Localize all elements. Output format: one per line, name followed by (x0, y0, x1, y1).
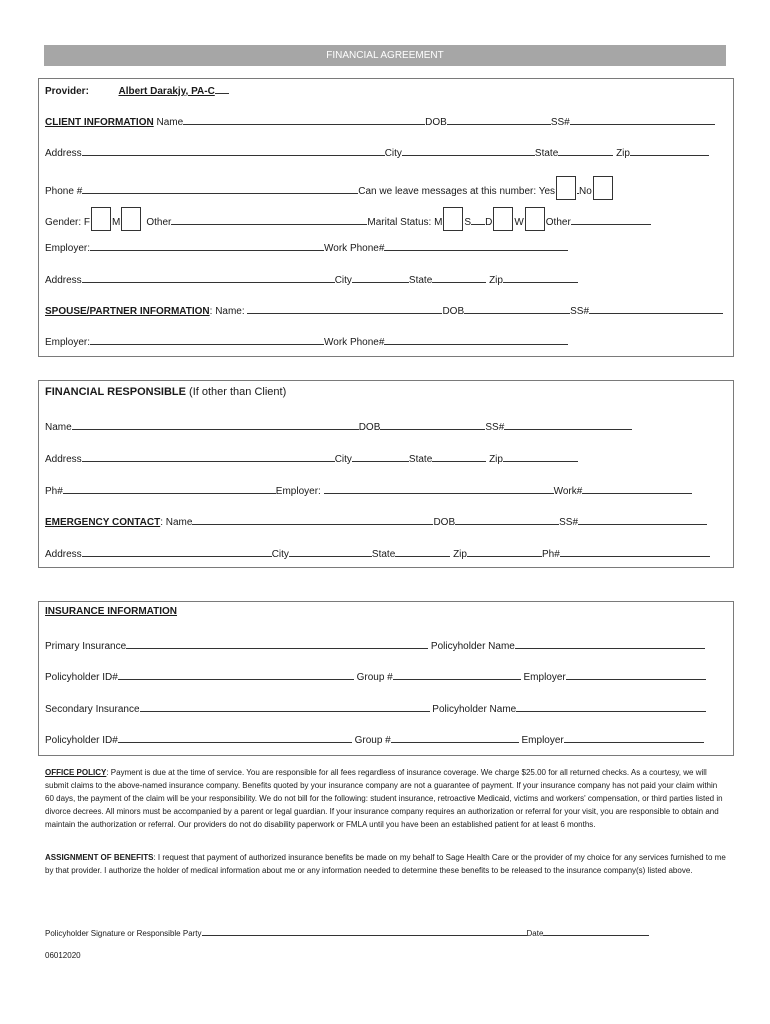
secondary-policyholder-name-label: Policyholder Name (432, 704, 517, 715)
spouse-employer-field[interactable] (90, 334, 324, 345)
emergency-heading: EMERGENCY CONTACT (45, 517, 161, 528)
marital-w-checkbox[interactable] (525, 207, 545, 231)
spouse-ss-field[interactable] (589, 303, 723, 314)
primary-group-label: Group # (356, 672, 393, 683)
primary-policyholder-name-label: Policyholder Name (430, 641, 515, 652)
emergency-name-label: : Name (160, 517, 193, 528)
signature-label: Policyholder Signature or Responsible Party (45, 929, 202, 938)
name-label: Name (156, 117, 184, 128)
emergency-dob-label: DOB (433, 517, 456, 528)
zip-label: Zip (616, 148, 630, 159)
financial-title-row (45, 386, 286, 398)
fr-address-field[interactable] (82, 451, 335, 462)
emergency-name-field[interactable] (192, 514, 433, 525)
messages-label: Can we leave messages at this number: Yes (358, 186, 556, 197)
financial-responsible-box (38, 380, 734, 568)
fr-address-label: Address (45, 454, 82, 465)
financial-name-row (45, 419, 632, 434)
emergency-dob-field[interactable] (455, 514, 559, 525)
fr-ph-label: Ph# (45, 486, 63, 497)
spouse-name-label: : Name: (209, 306, 245, 317)
secondary-group-label: Group # (354, 735, 391, 746)
spouse-dob-field[interactable] (464, 303, 570, 314)
primary-policyholder-name-field[interactable] (515, 638, 705, 649)
marital-other-label: Other (545, 217, 571, 228)
primary-group-field[interactable] (393, 669, 521, 680)
primary-employer-field[interactable] (566, 669, 706, 680)
client-work-phone-field[interactable] (384, 240, 568, 251)
emergency-row (45, 514, 707, 529)
fr-city-field[interactable] (352, 451, 409, 462)
primary-policyholder-id-field[interactable] (118, 669, 354, 680)
provider-name: Albert Darakjy, PA-C (118, 86, 215, 97)
phone-label: Phone # (45, 186, 83, 197)
em-zip-field[interactable] (467, 546, 542, 557)
primary-policyholder-row (45, 669, 706, 684)
fr-dob-field[interactable] (380, 419, 485, 430)
client-zip2-field[interactable] (503, 272, 578, 283)
spouse-ss-label: SS# (570, 306, 590, 317)
office-policy-text: : Payment is due at the time of service. You are responsible for all fees regardless of insurance coverage. We charge $25.00 for all returned checks. As a courtesy, we will submit claims to the above-named insurance company. Benefits quoted by your insurance company are not a guarantee of payment. If your insurance company has not paid your claim within 60 days, the payment of the claim will be your responsibility. We do not bill for the following: student insurance, retroactive Medicaid, victims and workers' compensation, or third parties listed in divorce decrees. All minors must be accompanied by a parent or legal guardian. If your insurance company requires an authorization or referral for your visit, you are responsible to obtain and maintain the authorization or referral. Our providers do not do disability paperwork or FMLA until you have been an established patient for at least 6 months. (45, 768, 723, 829)
client-state-field[interactable] (558, 145, 613, 156)
client-state2-field[interactable] (432, 272, 486, 283)
client-zip-field[interactable] (630, 145, 709, 156)
messages-yes-checkbox[interactable] (556, 176, 576, 200)
marital-d-checkbox[interactable] (493, 207, 513, 231)
secondary-insurance-row (45, 701, 706, 716)
fr-ss-label: SS# (485, 422, 505, 433)
fr-zip-label: Zip (489, 454, 503, 465)
client-info-heading: CLIENT INFORMATION (45, 117, 154, 128)
secondary-policyholder-row (45, 732, 704, 747)
spouse-name-field[interactable] (247, 303, 442, 314)
insurance-title-row (45, 606, 177, 618)
spouse-employer-label: Employer: (45, 337, 91, 348)
provider-label: Provider: (45, 86, 89, 97)
primary-insurance-field[interactable] (126, 638, 428, 649)
emergency-ss-field[interactable] (578, 514, 707, 525)
primary-insurance-row (45, 638, 705, 653)
em-ph-field[interactable] (560, 546, 710, 557)
gender-m-checkbox[interactable] (121, 207, 141, 231)
dob-label: DOB (425, 117, 447, 128)
fr-ph-field[interactable] (63, 483, 276, 494)
city-label: City (384, 148, 402, 159)
marital-other-field[interactable] (571, 214, 651, 225)
secondary-group-field[interactable] (391, 732, 519, 743)
fr-name-label: Name (45, 422, 72, 433)
marital-w-label: W (514, 217, 524, 228)
no-label: No (579, 186, 592, 197)
primary-insurance-label: Primary Insurance (45, 641, 127, 652)
work-phone-label: Work Phone# (324, 243, 385, 254)
client-employer-field[interactable] (90, 240, 324, 251)
fr-state-field[interactable] (432, 451, 486, 462)
gender-m-label: M (112, 217, 121, 228)
marital-d-label: D (485, 217, 493, 228)
fr-city-label: City (334, 454, 352, 465)
office-policy-label: OFFICE POLICY (45, 768, 107, 777)
gender-other-field[interactable] (171, 214, 367, 225)
spouse-heading: SPOUSE/PARTNER INFORMATION (45, 306, 210, 317)
em-ph-label: Ph# (541, 549, 560, 560)
primary-policyholder-id-label: Policyholder ID# (45, 672, 118, 683)
address2-label: Address (45, 275, 82, 286)
date-field[interactable] (543, 927, 649, 936)
client-name-field[interactable] (183, 114, 425, 125)
secondary-insurance-field[interactable] (140, 701, 430, 712)
client-address-field[interactable] (82, 145, 385, 156)
client-address2-field[interactable] (82, 272, 335, 283)
secondary-policyholder-id-label: Policyholder ID# (45, 735, 118, 746)
spouse-employer-row (45, 334, 568, 349)
client-dob-field[interactable] (447, 114, 551, 125)
form-title-bar (44, 45, 726, 66)
assignment-text: : I request that payment of authorized insurance benefits be made on my behalf to Sage Health Care or the provider of my choice for any services furnished to me by that provider. I authorize the holder of medical information about me or any information needed to determine these benefits to be released to the insurance company(s) listed above. (45, 853, 726, 875)
assignment-label: ASSIGNMENT OF BENEFITS (45, 853, 154, 862)
fr-ss-field[interactable] (504, 419, 632, 430)
gender-label: Gender: F (45, 217, 91, 228)
fr-employer-field[interactable] (324, 483, 554, 494)
client-phone-field[interactable] (82, 183, 358, 194)
financial-phone-row (45, 483, 692, 498)
secondary-policyholder-id-field[interactable] (118, 732, 352, 743)
spouse-work-phone-field[interactable] (384, 334, 568, 345)
fr-work-field[interactable] (582, 483, 692, 494)
gender-f-checkbox[interactable] (91, 207, 111, 231)
marital-label: Marital Status: M (367, 217, 443, 228)
emergency-address-row (45, 546, 710, 561)
client-city2-field[interactable] (352, 272, 409, 283)
em-state-field[interactable] (395, 546, 450, 557)
date-label: Date (526, 929, 544, 938)
spouse-row (45, 303, 723, 318)
form-version-code: 06012020 (45, 951, 81, 960)
signature-row (45, 927, 649, 940)
address-label: Address (45, 148, 82, 159)
financial-title: FINANCIAL RESPONSIBLE (45, 386, 186, 398)
secondary-employer-label: Employer (521, 735, 564, 746)
insurance-title: INSURANCE INFORMATION (45, 606, 178, 617)
fr-state-label: State (408, 454, 433, 465)
state2-label: State (408, 275, 433, 286)
client-phone-row (45, 176, 614, 200)
fr-work-label: Work# (553, 486, 583, 497)
spouse-work-phone-label: Work Phone# (324, 337, 385, 348)
fr-dob-label: DOB (358, 422, 381, 433)
form-title: FINANCIAL AGREEMENT (326, 50, 444, 61)
office-policy-paragraph (45, 766, 727, 831)
financial-address-row (45, 451, 578, 466)
secondary-policyholder-name-field[interactable] (516, 701, 706, 712)
marital-m-checkbox[interactable] (443, 207, 463, 231)
marital-s-label: S (464, 217, 472, 228)
footer-code (45, 950, 81, 962)
employer-label: Employer: (45, 243, 91, 254)
em-city-field[interactable] (289, 546, 372, 557)
fr-name-field[interactable] (72, 419, 359, 430)
financial-title-suffix: (If other than Client) (185, 386, 287, 398)
em-address-label: Address (45, 549, 82, 560)
client-gender-row (45, 207, 651, 231)
gender-other-label: Other (146, 217, 172, 228)
em-address-field[interactable] (82, 546, 272, 557)
fr-employer-label: Employer: (275, 486, 321, 497)
em-city-label: City (271, 549, 289, 560)
client-employer-row (45, 240, 568, 255)
marital-s-field[interactable] (471, 214, 485, 225)
client-name-row (45, 114, 715, 129)
secondary-employer-field[interactable] (564, 732, 704, 743)
client-city-field[interactable] (402, 145, 535, 156)
assignment-paragraph (45, 851, 727, 877)
primary-employer-label: Employer (523, 672, 566, 683)
messages-no-checkbox[interactable] (593, 176, 613, 200)
client-address-row (45, 145, 709, 160)
provider-row (45, 83, 229, 98)
client-ss-field[interactable] (570, 114, 715, 125)
state-label: State (534, 148, 559, 159)
fr-zip-field[interactable] (503, 451, 578, 462)
zip2-label: Zip (489, 275, 503, 286)
signature-field[interactable] (202, 927, 527, 936)
spouse-dob-label: DOB (442, 306, 465, 317)
em-zip-label: Zip (453, 549, 467, 560)
emergency-ss-label: SS# (559, 517, 579, 528)
em-state-label: State (371, 549, 396, 560)
city2-label: City (334, 275, 352, 286)
secondary-insurance-label: Secondary Insurance (45, 704, 140, 715)
ss-label: SS# (550, 117, 570, 128)
client-address2-row (45, 272, 578, 287)
